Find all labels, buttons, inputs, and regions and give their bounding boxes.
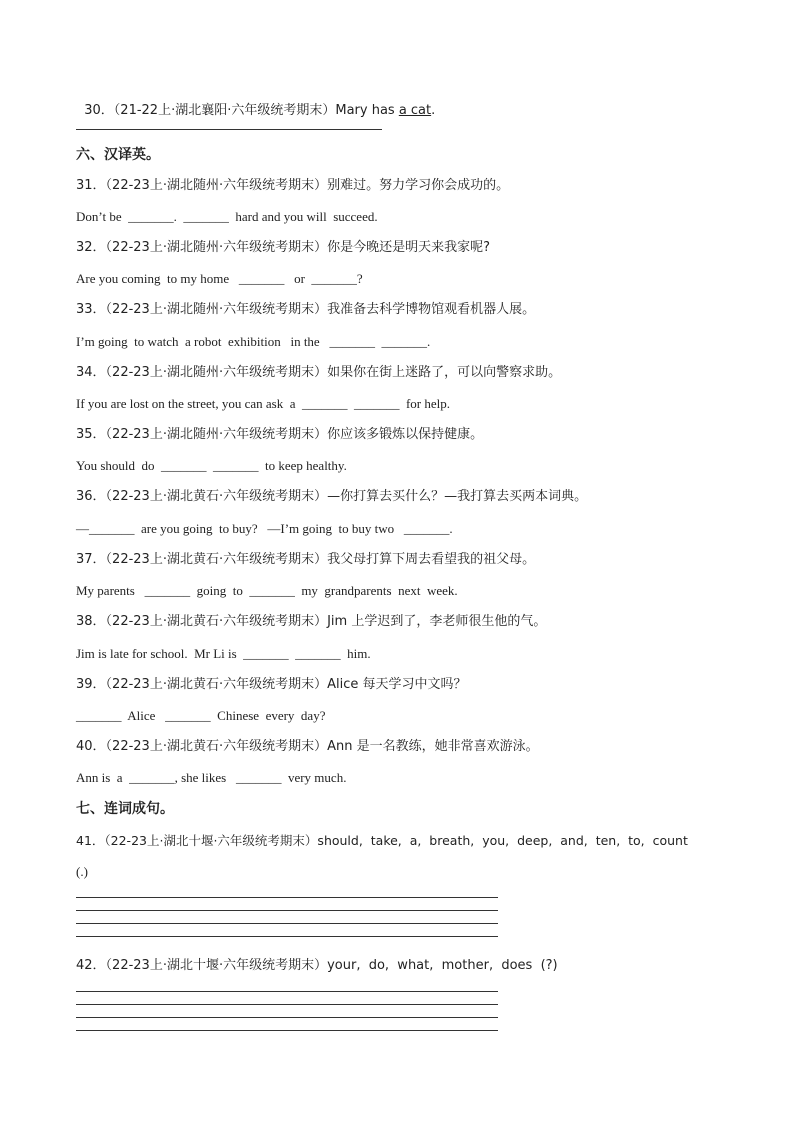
q32-english: Are you coming to my home _______ or _______? [76, 271, 363, 286]
q30-answer-line[interactable] [76, 129, 382, 130]
q35-english: You should do _______ _______ to keep healthy. [76, 458, 347, 473]
q31-question: 31．（22-23上·湖北随州·六年级统考期末）别难过。努力学习你会成功的。 [76, 178, 510, 193]
q40-english: Ann is a _______, she likes _______ very much. [76, 770, 347, 785]
q34-english: If you are lost on the street, you can ask a _______ _______ for help. [76, 396, 451, 411]
q42-answer-line-1[interactable] [76, 991, 498, 992]
q36-question: 36．（22-23上·湖北黄石·六年级统考期末）—你打算去买什么？—我打算去买两本词典。 [76, 489, 588, 504]
q41-punct: (.) [76, 864, 88, 879]
section6-heading: 六、汉译英。 [76, 147, 160, 163]
q35-question: 35．（22-23上·湖北随州·六年级统考期末）你应该多锻炼以保持健康。 [76, 427, 484, 442]
q30-prefix: 30．（21-22上·湖北襄阳·六年级统考期末）Mary has [84, 103, 399, 118]
q30-suffix: . [431, 103, 436, 118]
q40-question: 40．（22-23上·湖北黄石·六年级统考期末）Ann 是一名教练，她非常喜欢游泳。 [76, 739, 539, 754]
q38-question: 38．（22-23上·湖北黄石·六年级统考期末）Jim 上学迟到了，李老师很生他的气。 [76, 614, 547, 629]
q36-english: —_______ are you going to buy? —I’m going to buy two _______. [76, 521, 453, 536]
q41-question: 41．（22-23上·湖北十堰·六年级统考期末）should, take, a, breath, you, deep, and, ten, to, count [76, 833, 688, 848]
q38-english: Jim is late for school. Mr Li is _______ _______ him. [76, 646, 371, 661]
q41-answer-line-2[interactable] [76, 910, 498, 911]
q33-english: I’m going to watch a robot exhibition in the _______ _______. [76, 334, 431, 349]
q30-underlined: a cat [398, 103, 432, 118]
q30-line [76, 84, 435, 120]
q37-english: My parents _______ going to _______ my grandparents next week. [76, 583, 458, 598]
q33-question: 33．（22-23上·湖北随州·六年级统考期末）我准备去科学博物馆观看机器人展。 [76, 302, 536, 317]
q32-question: 32．（22-23上·湖北随州·六年级统考期末）你是今晚还是明天来我家呢? [76, 240, 490, 255]
q39-english: _______ Alice _______ Chinese every day? [76, 708, 326, 723]
q42-question: 42．（22-23上·湖北十堰·六年级统考期末）your, do, what, mother, does (?) [76, 958, 558, 973]
section7-heading: 七、连词成句。 [76, 801, 174, 817]
q34-question: 34．（22-23上·湖北随州·六年级统考期末）如果你在街上迷路了，可以向警察求助。 [76, 365, 562, 380]
q41-answer-line-1[interactable] [76, 897, 498, 898]
q41-answer-line-3[interactable] [76, 923, 498, 924]
q37-question: 37．（22-23上·湖北黄石·六年级统考期末）我父母打算下周去看望我的祖父母。 [76, 552, 536, 567]
q42-answer-line-3[interactable] [76, 1017, 498, 1018]
q39-question: 39．（22-23上·湖北黄石·六年级统考期末）Alice 每天学习中文吗？ [76, 677, 467, 692]
q42-answer-line-2[interactable] [76, 1004, 498, 1005]
q41-answer-line-4[interactable] [76, 936, 498, 937]
q42-answer-line-4[interactable] [76, 1030, 498, 1031]
q31-english: Don’t be _______. _______ hard and you will succeed. [76, 209, 378, 224]
